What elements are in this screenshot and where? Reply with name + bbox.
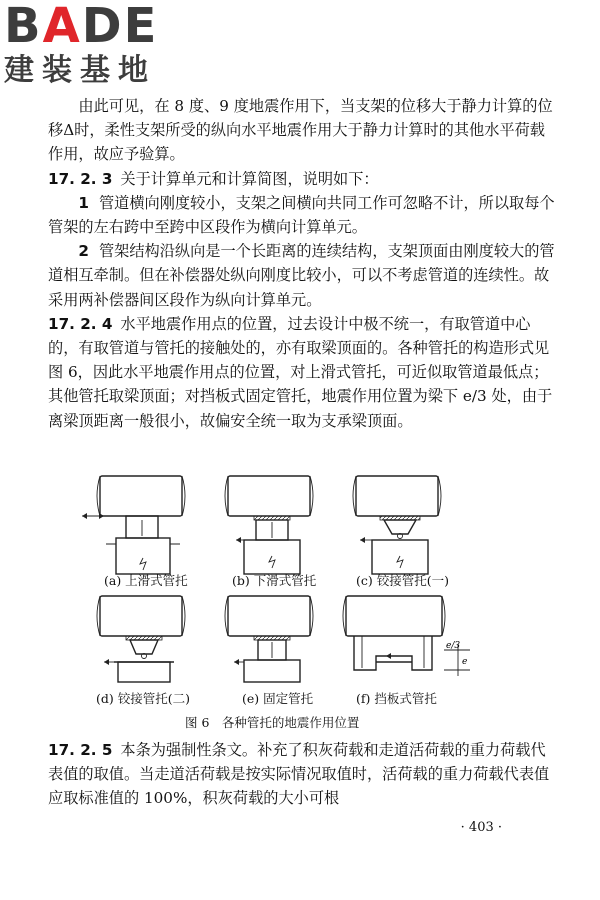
support-e — [225, 596, 313, 682]
logo-brand: BADE — [4, 0, 159, 54]
logo — [4, 2, 204, 92]
list-item: 1 管道横向刚度较小，支架之间横向共同工作可忽略不计，所以取每个管架的左右跨中至跨中区段作为横向计算单元。 — [48, 193, 555, 237]
paragraph: 由此可见，在 8 度、9 度地震作用下，当支架的位移大于静力计算的位移Δ时，柔性支架所受的纵向水平地震作用大于静力计算时的其他水平荷载作用，故应予验算。 — [48, 97, 553, 164]
dim-e: e — [462, 657, 468, 667]
caption-f: (f) 挡板式管托 — [356, 691, 437, 706]
caption-a: (a) 上滑式管托 — [104, 573, 188, 588]
support-f — [343, 596, 470, 676]
section-17-2-3: 17. 2. 3 关于计算单元和计算简图，说明如下： — [48, 169, 379, 188]
figure-6 — [0, 470, 600, 730]
caption-b: (b) 下滑式管托 — [232, 573, 317, 588]
section-17-2-4: 17. 2. 4 水平地震作用点的位置，过去设计中极不统一，有取管道中心的，有取管道与管托的接触处的，亦有取梁顶面的。各种管托的构造形式见图 6，因此水平地震作用点的位置，对上滑式管托，可近似取管道最低点；其他管托取梁顶面；对挡板式固定管托，地震作用位置为梁下 e/3 处，由于离梁顶距离一般很小，故偏安全统一取为支承梁顶面。 — [48, 314, 553, 430]
list-item: 2 管架结构沿纵向是一个长距离的连续结构，支架顶面由刚度较大的管道相互牵制。但在补偿器处纵向刚度比较小，可以不考虑管道的连续性。故采用两补偿器间区段作为纵向计算单元。 — [48, 242, 555, 309]
support-a — [82, 476, 185, 574]
support-b — [225, 476, 313, 574]
caption-c: (c) 铰接管托(一) — [356, 573, 449, 588]
dim-e3: e/3 — [446, 641, 461, 651]
logo-subtitle: 建装基地 — [4, 53, 156, 88]
pipe-support-diagram — [0, 470, 600, 710]
figure-title: 图 6 各种管托的地震作用位置 — [185, 715, 360, 730]
support-c — [353, 476, 441, 574]
caption-e: (e) 固定管托 — [242, 691, 314, 706]
body-text-upper — [48, 94, 556, 433]
section-17-2-5: 17. 2. 5 本条为强制性条文。补充了积灰荷载和走道活荷载的重力荷载代表值的取值。当走道活荷载是按实际情况取值时，活荷载的重力荷载代表值应取标准值的 100%，积灰荷载的大小可根 — [48, 741, 550, 808]
body-text-lower — [48, 738, 556, 811]
page-number: · 403 · — [460, 820, 502, 835]
support-d — [97, 596, 185, 682]
caption-d: (d) 铰接管托(二) — [96, 691, 190, 706]
